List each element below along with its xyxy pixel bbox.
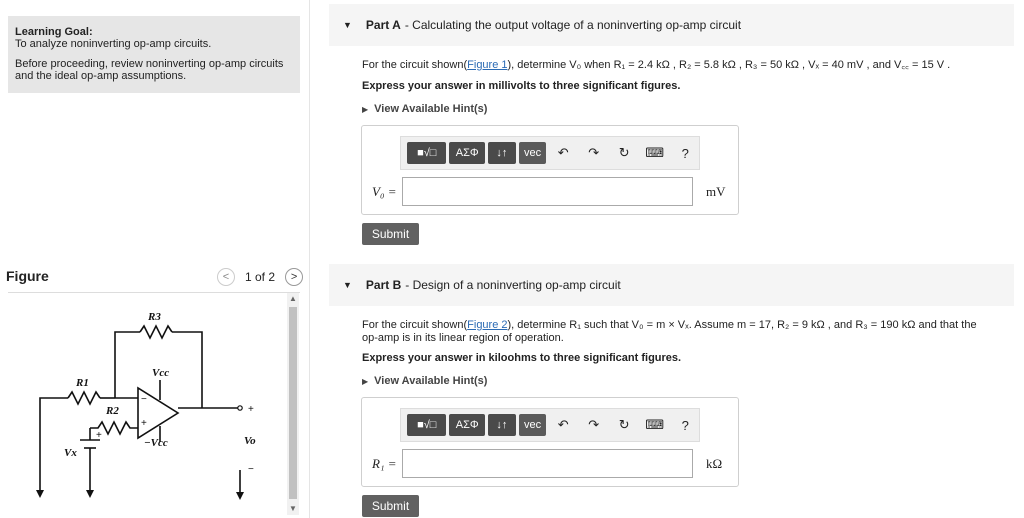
caret-right-icon: ▶: [362, 104, 369, 114]
circuit-diagram: [20, 300, 280, 510]
learning-goal-review: Before proceeding, review noninverting op-amp circuits: [15, 58, 284, 70]
next-figure-button[interactable]: >: [285, 268, 303, 286]
help-icon[interactable]: ?: [681, 417, 689, 433]
scroll-down-icon[interactable]: ▼: [289, 504, 297, 513]
vo-plus-sign: +: [248, 404, 254, 415]
help-icon[interactable]: ?: [681, 145, 689, 161]
part-a-instruction: Express your answer in millivolts to three significant figures.: [362, 80, 681, 92]
templates-button[interactable]: ■√□: [407, 414, 446, 436]
figure-label: Figure: [6, 268, 49, 284]
keyboard-icon[interactable]: ⌨: [645, 417, 665, 432]
vcc-label: Vcc: [152, 367, 170, 379]
part-b-title: - Design of a noninverting op-amp circuit: [405, 278, 621, 292]
part-a-label: Part A: [365, 18, 401, 32]
figure-pager: [217, 268, 303, 286]
part-a-answer-label: V₀ =: [372, 184, 397, 199]
learning-goal-review-2: and the ideal op-amp assumptions.: [15, 70, 187, 82]
arrows-button[interactable]: ↓↑: [488, 142, 516, 164]
figure-scrollbar[interactable]: [287, 293, 299, 515]
undo-icon[interactable]: ↶: [557, 145, 569, 160]
part-b-unit: kΩ: [706, 456, 723, 471]
figure-1-link[interactable]: Figure 1: [467, 59, 508, 71]
learning-goal-text: To analyze noninverting op-amp circuits.: [15, 38, 212, 50]
part-b-label: Part B: [365, 278, 402, 292]
part-b-answer-label: R₁ =: [372, 456, 397, 471]
part-a-submit-button[interactable]: Submit: [362, 223, 419, 245]
part-a-header[interactable]: [329, 4, 1014, 46]
panel-divider: [309, 0, 310, 518]
collapse-icon[interactable]: ▼: [343, 280, 352, 290]
collapse-icon[interactable]: ▼: [343, 20, 352, 30]
redo-icon[interactable]: ↷: [588, 417, 600, 432]
part-a-hint-toggle[interactable]: ▶ View Available Hint(s): [362, 103, 488, 115]
vx-label: Vx: [64, 447, 77, 459]
vector-button[interactable]: vec: [519, 142, 547, 164]
prev-figure-button[interactable]: <: [217, 268, 235, 286]
undo-icon[interactable]: ↶: [557, 417, 569, 432]
learning-goal-box: [8, 16, 300, 93]
r3-label: R3: [148, 311, 161, 323]
part-b-question: For the circuit shown(Figure 2), determine R₁ such that V₀ = m × Vₓ. Assume m = 17, R₂ = 9 kΩ , and R₃ = 190 kΩ and that the op-amp is in its linear region of operation.: [362, 319, 977, 344]
r2-label: R2: [106, 405, 119, 417]
arrows-button[interactable]: ↓↑: [488, 414, 516, 436]
figure-divider: [8, 292, 300, 293]
keyboard-icon[interactable]: ⌨: [645, 145, 665, 160]
part-a-unit: mV: [706, 184, 726, 199]
reset-icon[interactable]: ↻: [618, 417, 630, 432]
figure-page-count: 1 of 2: [245, 270, 276, 284]
redo-icon[interactable]: ↷: [588, 145, 600, 160]
part-a-question: For the circuit shown(Figure 1), determine V₀ when R₁ = 2.4 kΩ , R₂ = 5.8 kΩ , R₃ = 50 kΩ , Vₓ = 40 mV , and V꜀꜀ = 15 V .: [362, 59, 951, 71]
part-b-hint-toggle[interactable]: ▶ View Available Hint(s): [362, 375, 488, 387]
part-b-submit-button[interactable]: Submit: [362, 495, 419, 517]
part-b-answer-box: [361, 397, 739, 487]
opamp-plus-sign: +: [141, 418, 147, 429]
figure-2-link[interactable]: Figure 2: [467, 319, 508, 331]
math-toolbar: [400, 408, 700, 442]
vx-plus-sign: +: [96, 430, 102, 441]
reset-icon[interactable]: ↻: [618, 145, 630, 160]
math-toolbar: [400, 136, 700, 170]
greek-button[interactable]: ΑΣΦ: [449, 142, 485, 164]
opamp-minus-sign: −: [141, 394, 147, 405]
caret-right-icon: ▶: [362, 376, 369, 386]
scroll-up-icon[interactable]: ▲: [289, 294, 297, 303]
part-b-header[interactable]: [329, 264, 1014, 306]
templates-button[interactable]: ■√□: [407, 142, 446, 164]
vector-button[interactable]: vec: [519, 414, 547, 436]
scroll-thumb[interactable]: [289, 307, 297, 499]
vo-minus-sign: −: [248, 464, 254, 475]
neg-vcc-label: −Vcc: [144, 437, 168, 449]
part-b-answer-input[interactable]: [402, 449, 693, 478]
learning-goal-title: Learning Goal:: [15, 26, 93, 38]
r1-label: R1: [76, 377, 89, 389]
vo-label: Vo: [244, 435, 256, 447]
part-a-answer-input[interactable]: [402, 177, 693, 206]
part-a-answer-box: [361, 125, 739, 215]
greek-button[interactable]: ΑΣΦ: [449, 414, 485, 436]
part-b-instruction: Express your answer in kiloohms to three significant figures.: [362, 352, 682, 364]
part-a-title: - Calculating the output voltage of a noninverting op-amp circuit: [404, 18, 742, 32]
